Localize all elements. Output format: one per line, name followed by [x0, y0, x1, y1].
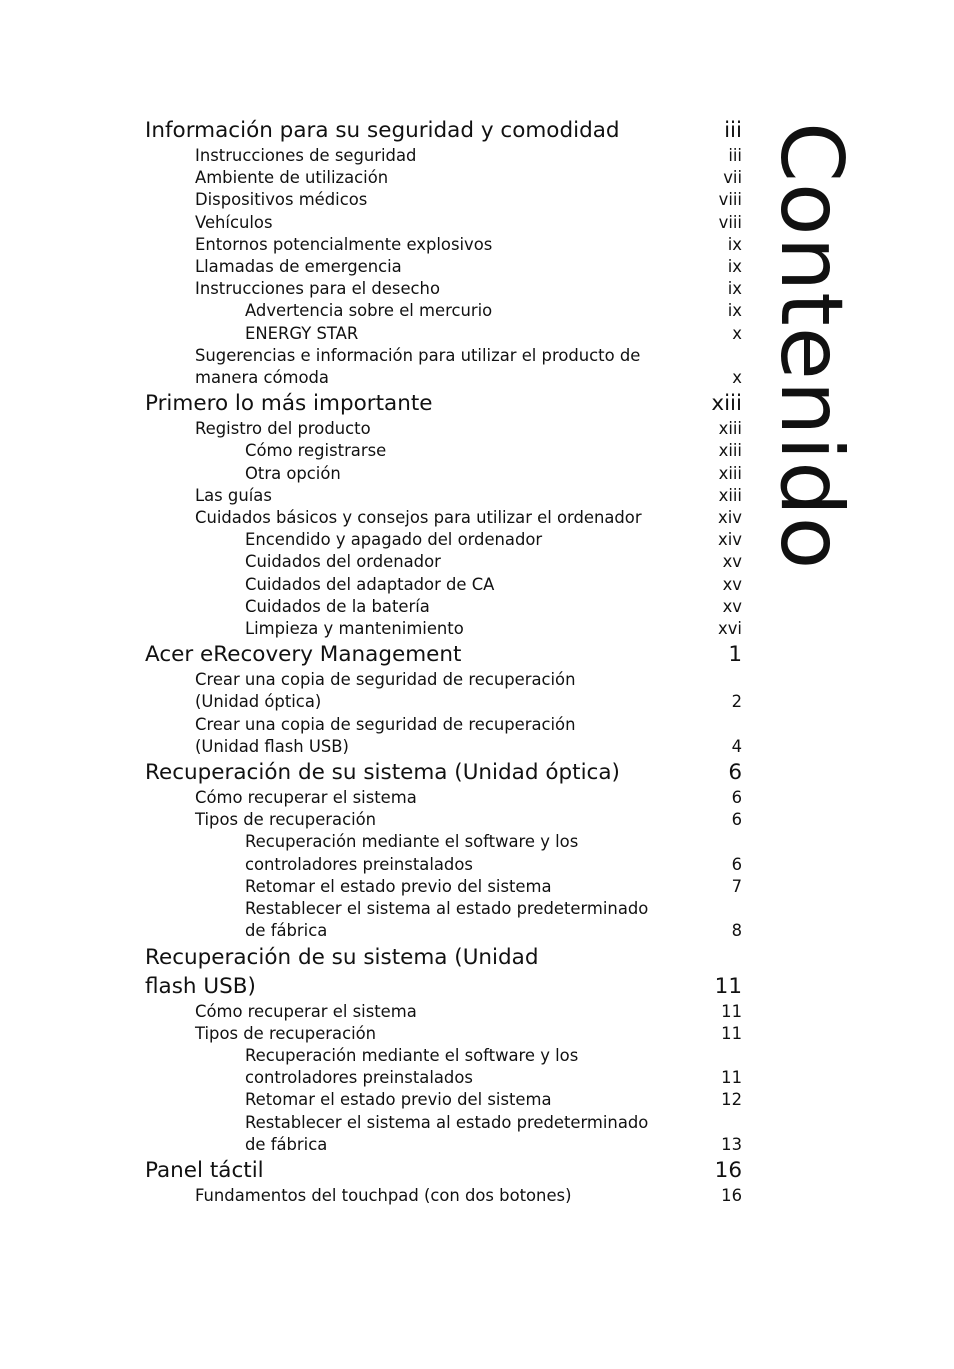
toc-entry-title: Entornos potencialmente explosivos — [195, 234, 493, 254]
toc-entry-level-2[interactable] — [145, 669, 742, 713]
toc-entry-page: 12 — [721, 1090, 742, 1110]
toc-entry-level-1[interactable] — [145, 758, 742, 787]
toc-entry-page: xiii — [711, 391, 742, 417]
toc-entry-page: 4 — [731, 736, 742, 756]
toc-entry-level-2[interactable] — [145, 809, 742, 831]
toc-entry-level-2[interactable] — [145, 234, 742, 256]
toc-entry-title: Advertencia sobre el mercurio — [245, 301, 493, 321]
toc-entry-level-3[interactable] — [145, 618, 742, 640]
toc-entry-title: Acer eRecovery Management — [145, 642, 462, 668]
toc-entry-title: Cómo recuperar el sistema — [195, 788, 417, 808]
toc-entry-title: Recuperación de su sistema (Unidad óptica) — [145, 760, 620, 786]
toc-entry-page: 1 — [728, 642, 742, 668]
toc-entry-page: xv — [722, 596, 742, 616]
toc-entry-level-2[interactable] — [145, 1185, 742, 1207]
toc-entry-title: Instrucciones para el desecho — [195, 279, 440, 299]
toc-entry-level-3[interactable] — [145, 440, 742, 462]
toc-entry-title: Dispositivos médicos — [195, 190, 368, 210]
toc-entry-title: Cómo registrarse — [245, 441, 387, 461]
toc-entry-page: xv — [722, 574, 742, 594]
toc-entry-title: Cuidados básicos y consejos para utilizar el ordenador — [195, 508, 642, 528]
toc-entry-page: 6 — [731, 810, 742, 830]
toc-entry-level-3[interactable] — [145, 898, 742, 942]
toc-entry-page: xv — [722, 552, 742, 572]
toc-entry-page: x — [732, 368, 742, 388]
toc-entry-level-2[interactable] — [145, 212, 742, 234]
toc-entry-level-2[interactable] — [145, 256, 742, 278]
toc-entry-level-1[interactable] — [145, 1156, 742, 1185]
toc-entry-level-3[interactable] — [145, 1045, 742, 1089]
toc-entry-level-2[interactable] — [145, 145, 742, 167]
toc-entry-level-2[interactable] — [145, 278, 742, 300]
toc-entry-page: xiv — [718, 508, 742, 528]
toc-entry-page: 6 — [728, 760, 742, 786]
toc-entry-level-1[interactable] — [145, 389, 742, 418]
toc-entry-page: 7 — [731, 876, 742, 896]
toc-entry-page: 2 — [731, 692, 742, 712]
toc-entry-title: Recuperación mediante el software y los controladores preinstalados — [245, 832, 579, 874]
toc-entry-level-2[interactable] — [145, 787, 742, 809]
toc-entry-page: iii — [728, 146, 742, 165]
toc-entry-title: Información para su seguridad y comodidad — [145, 118, 620, 143]
toc-entry-page: xiii — [718, 441, 742, 461]
toc-entry-title: Recuperación de su sistema (Unidad flash USB) — [145, 944, 539, 999]
toc-entry-page: xiii — [718, 485, 742, 505]
toc-entry-level-3[interactable] — [145, 876, 742, 898]
toc-entry-title: Cuidados de la batería — [245, 596, 430, 616]
toc-entry-page: ix — [727, 301, 742, 321]
toc-entry-page: xiii — [718, 419, 742, 439]
toc-entry-title: Restablecer el sistema al estado predeterminado de fábrica — [245, 899, 649, 941]
toc-entry-title: Recuperación mediante el software y los controladores preinstalados — [245, 1045, 579, 1088]
toc-entry-title: Vehículos — [195, 212, 273, 232]
toc-entry-title: Las guías — [195, 485, 272, 505]
toc-entry-page: 11 — [721, 1023, 742, 1043]
toc-entry-page: viii — [718, 190, 742, 210]
toc-entry-title: Crear una copia de seguridad de recuperación (Unidad óptica) — [195, 670, 576, 712]
toc-entry-page: x — [732, 323, 742, 343]
toc-entry-title: Registro del producto — [195, 419, 371, 439]
toc-entry-title: Retomar el estado previo del sistema — [245, 1090, 552, 1110]
table-of-contents — [145, 116, 742, 1207]
toc-entry-page: iii — [724, 118, 742, 143]
toc-entry-title: Llamadas de emergencia — [195, 257, 402, 277]
toc-entry-page: viii — [718, 212, 742, 232]
toc-entry-level-3[interactable] — [145, 574, 742, 596]
toc-entry-title: Encendido y apagado del ordenador — [245, 530, 543, 550]
toc-entry-title: Primero lo más importante — [145, 391, 433, 417]
toc-entry-level-3[interactable] — [145, 1089, 742, 1111]
toc-entry-title: Ambiente de utilización — [195, 168, 389, 188]
toc-entry-page: 13 — [721, 1134, 742, 1154]
toc-entry-level-3[interactable] — [145, 596, 742, 618]
toc-entry-page: ix — [727, 234, 742, 254]
toc-entry-title: Otra opción — [245, 463, 341, 483]
toc-entry-page: xiii — [718, 463, 742, 483]
toc-entry-level-3[interactable] — [145, 551, 742, 573]
toc-entry-page: ix — [727, 279, 742, 299]
toc-entry-level-2[interactable] — [145, 418, 742, 440]
toc-entry-page: 11 — [714, 973, 742, 999]
toc-entry-title: Crear una copia de seguridad de recuperación (Unidad flash USB) — [195, 714, 576, 756]
page-title: Contenido — [761, 122, 861, 571]
toc-entry-level-2[interactable] — [145, 1001, 742, 1023]
toc-entry-level-2[interactable] — [145, 189, 742, 211]
toc-entry-title: Panel táctil — [145, 1157, 264, 1183]
toc-entry-title: Restablecer el sistema al estado predeterminado de fábrica — [245, 1112, 649, 1154]
toc-entry-level-2[interactable] — [145, 167, 742, 189]
toc-entry-level-1[interactable] — [145, 116, 742, 145]
toc-entry-page: ix — [727, 257, 742, 277]
toc-entry-title: Tipos de recuperación — [195, 1023, 377, 1043]
toc-entry-title: Limpieza y mantenimiento — [245, 619, 464, 639]
toc-entry-page: xvi — [718, 619, 742, 639]
toc-entry-level-2[interactable] — [145, 714, 742, 758]
toc-entry-page: 6 — [731, 854, 742, 874]
toc-entry-level-2[interactable] — [145, 507, 742, 529]
toc-entry-level-3[interactable] — [145, 463, 742, 485]
toc-entry-page: 8 — [731, 921, 742, 941]
toc-entry-page: 6 — [731, 788, 742, 808]
toc-entry-level-2[interactable] — [145, 345, 742, 389]
toc-entry-title: Instrucciones de seguridad — [195, 146, 417, 165]
toc-entry-level-3[interactable] — [145, 300, 742, 322]
toc-entry-title: Cómo recuperar el sistema — [195, 1001, 417, 1021]
toc-entry-title: Cuidados del ordenador — [245, 552, 441, 572]
toc-entry-page: vii — [723, 168, 742, 188]
toc-entry-page: xiv — [718, 530, 742, 550]
toc-entry-page: 16 — [714, 1157, 742, 1183]
toc-entry-title: ENERGY STAR — [245, 323, 359, 343]
toc-entry-page: 16 — [721, 1185, 742, 1205]
toc-entry-level-3[interactable] — [145, 323, 742, 345]
toc-entry-level-3[interactable] — [145, 831, 742, 875]
toc-entry-level-2[interactable] — [145, 1023, 742, 1045]
toc-entry-level-3[interactable] — [145, 1112, 742, 1156]
toc-entry-level-3[interactable] — [145, 529, 742, 551]
toc-entry-title: Sugerencias e información para utilizar el producto de manera cómoda — [195, 345, 641, 388]
toc-entry-page: 11 — [721, 1001, 742, 1021]
toc-entry-title: Cuidados del adaptador de CA — [245, 574, 495, 594]
toc-entry-page: 11 — [721, 1068, 742, 1088]
toc-entry-level-1[interactable] — [145, 943, 742, 1001]
toc-entry-level-1[interactable] — [145, 640, 742, 669]
toc-entry-title: Fundamentos del touchpad (con dos botones) — [195, 1185, 572, 1205]
toc-entry-title: Retomar el estado previo del sistema — [245, 876, 552, 896]
toc-entry-title: Tipos de recuperación — [195, 810, 377, 830]
toc-entry-level-2[interactable] — [145, 485, 742, 507]
